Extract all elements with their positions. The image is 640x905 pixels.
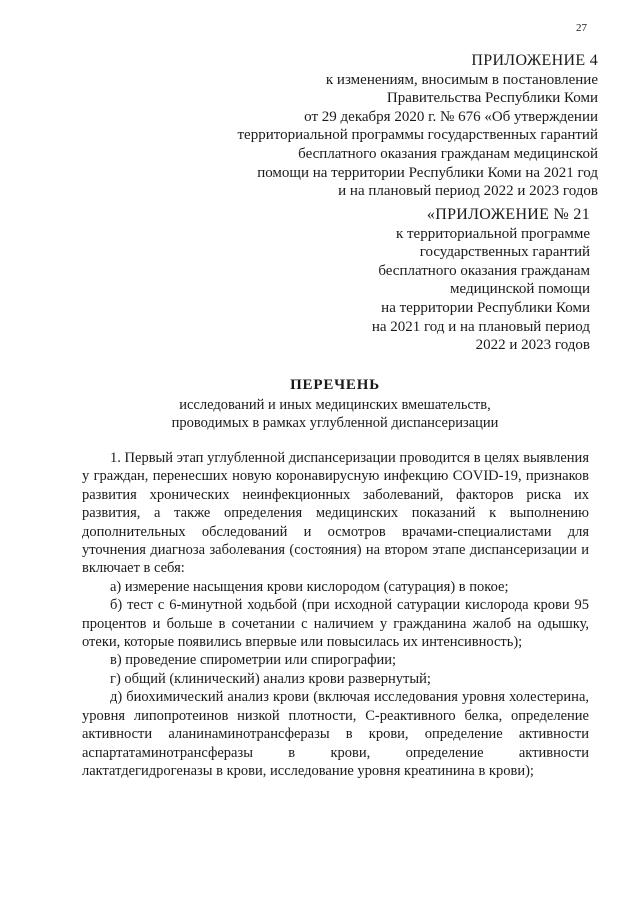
page-number: 27 [576, 22, 587, 34]
appendix-21-line: бесплатного оказания гражданам [378, 262, 590, 279]
document-heading [0, 377, 640, 432]
appendix-line: к изменениям, вносимым в постановление [325, 71, 598, 88]
appendix-21-line: к территориальной программе [395, 225, 590, 242]
paragraph-first-stage: 1. Первый этап углубленной диспансеризации проводится в целях выявления у граждан, перенесших новую коронавирусную инфекцию COVID-19, признаков развития хронических неинфекционных заболеваний, факторов риска их развития, а также определения медицинских показаний к выполнению дополнительных обследований и осмотров врачами-специалистами для уточнения диагноза заболевания (состояния) на втором этапе диспансеризации и включает в себя: [82, 450, 589, 577]
appendix-line: Правительства Республики Коми [386, 90, 598, 107]
list-item-d: д) биохимический анализ крови (включая исследования уровня холестерина, уровня липопротеинов низкой плотности, С-реактивного белка, определение активности аланинаминотрансферазы в крови, определение активности аспартатаминотрансферазы в крови, определение активности лактатдегидрогеназы в крови, исследование уровня креатинина в крови); [82, 689, 589, 779]
list-item-b: б) тест с 6-минутной ходьбой (при исходной сатурации кислорода крови 95 процентов и больше в сочетании с наличием у гражданина жалоб на одышку, отеки, которые появились впервые или повысилась их интенсивность); [82, 597, 589, 651]
appendix-line: территориальной программы государственных гарантий [237, 127, 598, 144]
appendix-line: помощи на территории Республики Коми на 2021 год [257, 164, 598, 181]
appendix-line: бесплатного оказания гражданам медицинской [298, 145, 598, 162]
appendix-line: от 29 декабря 2020 г. № 676 «Об утверждении [304, 108, 598, 125]
appendix-21-line: государственных гарантий [419, 244, 590, 261]
appendix-21-title: «ПРИЛОЖЕНИЕ № 21 [426, 206, 590, 223]
heading-title: ПЕРЕЧЕНЬ [290, 377, 380, 393]
appendix-21-header [372, 206, 590, 355]
list-item-a: а) измерение насыщения крови кислородом (сатурация) в покое; [110, 578, 509, 595]
appendix-21-line: на территории Республики Коми [381, 299, 590, 316]
document-body [82, 449, 589, 780]
appendix-title: ПРИЛОЖЕНИЕ 4 [471, 52, 598, 69]
list-item-g: г) общий (клинический) анализ крови развернутый; [110, 670, 431, 687]
heading-subtitle-1: исследований и иных медицинских вмешательств, [179, 397, 491, 413]
appendix-21-line: на 2021 год и на плановый период [371, 318, 590, 335]
list-item-v: в) проведение спирометрии или спирографии; [110, 652, 397, 669]
appendix-header [237, 52, 598, 201]
appendix-21-line: медицинской помощи [450, 281, 590, 298]
appendix-21-line: 2022 и 2023 годов [475, 337, 590, 354]
heading-subtitle-2: проводимых в рамках углубленной диспансеризации [171, 415, 499, 431]
appendix-line: и на плановый период 2022 и 2023 годов [338, 183, 598, 200]
